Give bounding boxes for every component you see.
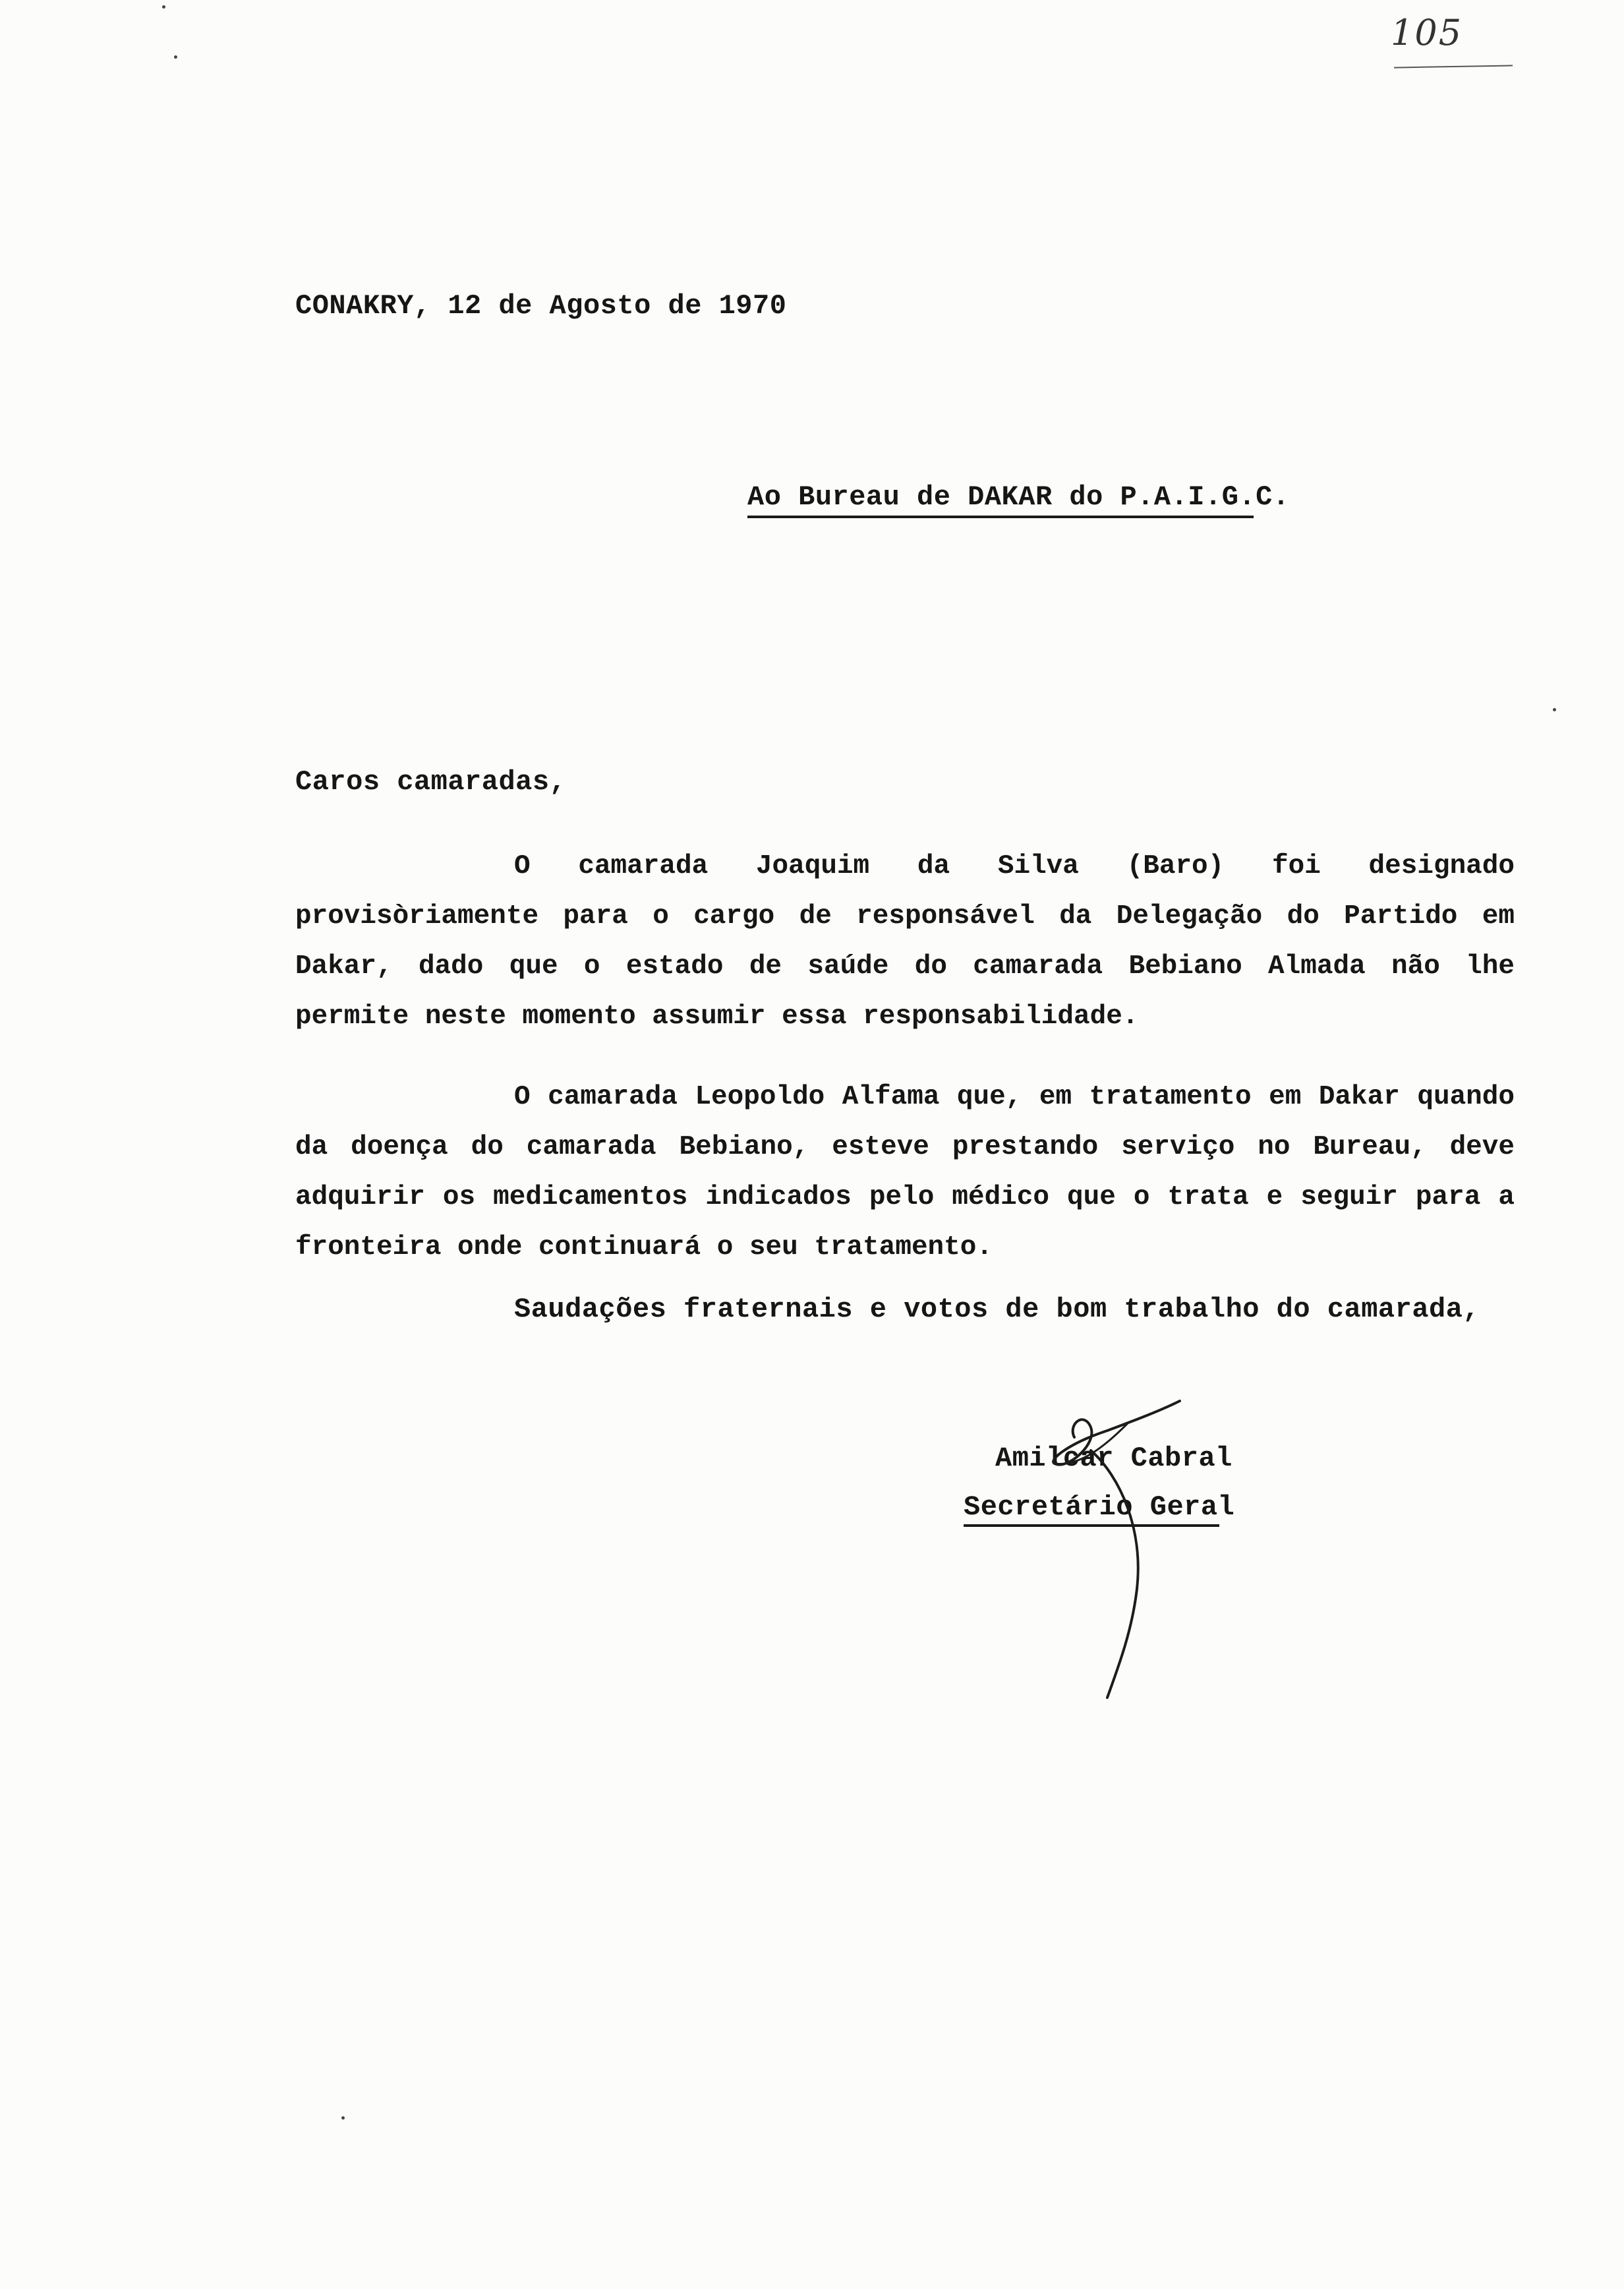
salutation: Caros camaradas, bbox=[295, 766, 567, 798]
date-line: CONAKRY, 12 de Agosto de 1970 bbox=[295, 290, 787, 322]
page-number: 105 bbox=[1391, 12, 1463, 53]
paragraph-2: O camarada Leopoldo Alfama que, em tratamento em Dakar quando da doença do camarada Bebiano, esteve prestando serviço no Bureau, deve adquirir os medicamentos indicados pelo médico que o trata e seguir para a fronteira onde continuará o seu tratamento. bbox=[295, 1082, 1515, 1263]
signature-title: Secretário Geral bbox=[964, 1491, 1235, 1523]
scan-speck bbox=[162, 5, 165, 9]
scan-speck bbox=[1553, 708, 1556, 711]
scan-speck bbox=[174, 55, 177, 59]
recipient: Ao Bureau de DAKAR do P.A.I.G.C. bbox=[747, 481, 1290, 513]
page-number-underline bbox=[1394, 65, 1513, 68]
scan-speck bbox=[341, 2116, 345, 2120]
handwritten-signature bbox=[1028, 1398, 1200, 1701]
signature-name: Amilcar Cabral bbox=[995, 1442, 1232, 1474]
closing-line: Saudações fraternais e votos de bom trabalho do camarada, bbox=[514, 1293, 1480, 1325]
paragraph-1: O camarada Joaquim da Silva (Baro) foi designado provisòriamente para o cargo de responsável da Delegação do Partido em Dakar, dado que o estado de saúde do camarada Bebiano Almada não lhe permite neste momento assumir essa responsabilidade. bbox=[295, 851, 1515, 1032]
recipient-underline bbox=[747, 516, 1254, 518]
